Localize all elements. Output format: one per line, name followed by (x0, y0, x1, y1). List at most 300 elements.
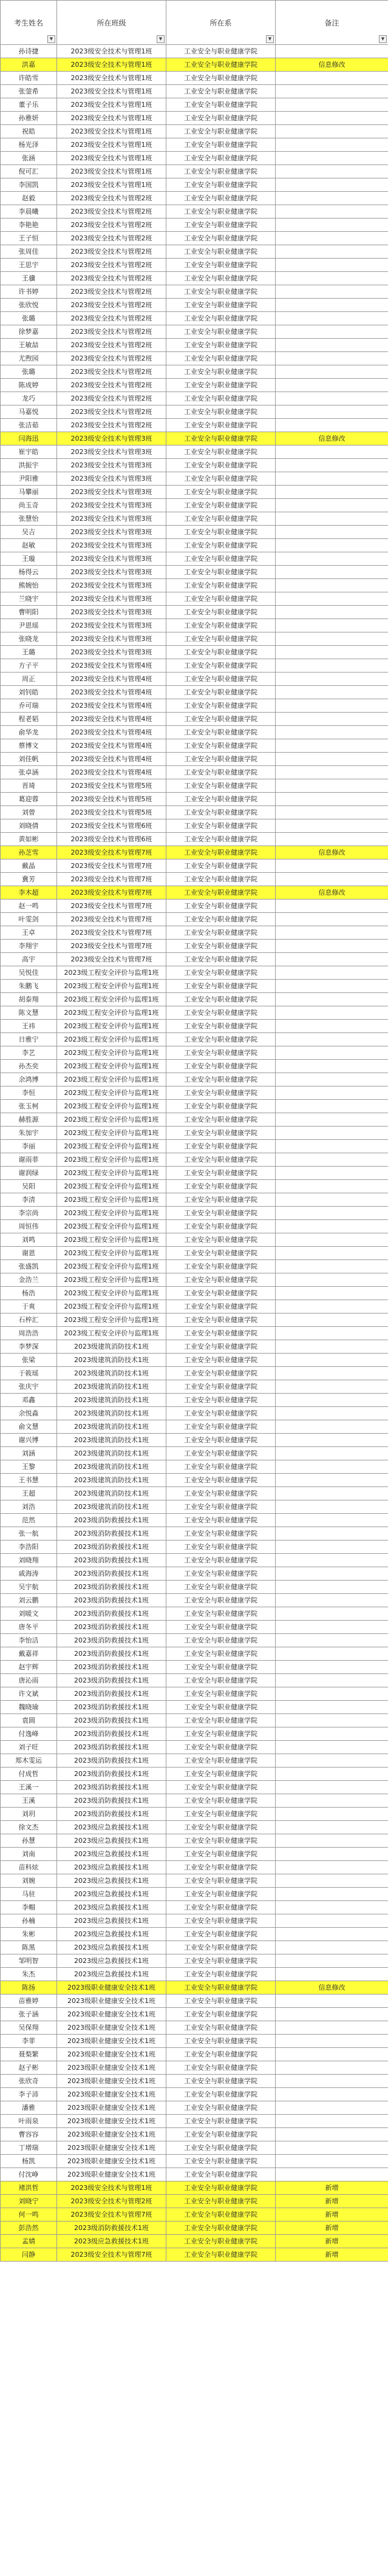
class-cell[interactable]: 2023级安全技术与管理4班 (57, 713, 166, 726)
remark-cell[interactable] (276, 2021, 388, 2035)
remark-cell[interactable] (276, 1821, 388, 1834)
class-cell[interactable]: 2023级工程安全评价与监理1班 (57, 1073, 166, 1086)
remark-cell[interactable] (276, 1046, 388, 1060)
class-cell[interactable]: 2023级安全技术与管理5班 (57, 806, 166, 819)
student-name-cell[interactable]: 兰晓宇 (1, 592, 57, 606)
remark-cell[interactable] (276, 2168, 388, 2181)
student-name-cell[interactable]: 蔡博文 (1, 739, 57, 753)
student-name-cell[interactable]: 冀芳 (1, 873, 57, 886)
class-cell[interactable]: 2023级消防救援技术1班 (57, 1781, 166, 1794)
class-cell[interactable]: 2023级安全技术与管理2班 (57, 272, 166, 285)
student-name-cell[interactable]: 张庆宇 (1, 1380, 57, 1394)
class-cell[interactable]: 2023级安全技术与管理3班 (57, 472, 166, 486)
student-name-cell[interactable]: 陈扬 (1, 1981, 57, 1995)
student-name-cell[interactable]: 刘婉 (1, 1874, 57, 1888)
student-name-cell[interactable]: 谢兴博 (1, 1434, 57, 1447)
class-cell[interactable]: 2023级职业健康安全技术1班 (57, 2141, 166, 2155)
department-cell[interactable]: 工业安全与职业健康学院 (166, 779, 276, 793)
class-cell[interactable]: 2023级工程安全评价与监理1班 (57, 1033, 166, 1046)
class-cell[interactable]: 2023级工程安全评价与监理1班 (57, 1153, 166, 1167)
department-cell[interactable]: 工业安全与职业健康学院 (166, 1434, 276, 1447)
department-cell[interactable]: 工业安全与职业健康学院 (166, 1607, 276, 1621)
department-cell[interactable]: 工业安全与职业健康学院 (166, 552, 276, 566)
class-cell[interactable]: 2023级安全技术与管理2班 (57, 232, 166, 245)
class-cell[interactable]: 2023级建筑消防技术1班 (57, 1394, 166, 1407)
department-cell[interactable]: 工业安全与职业健康学院 (166, 432, 276, 446)
remark-cell[interactable] (276, 152, 388, 165)
class-cell[interactable]: 2023级工程安全评价与监理1班 (57, 1313, 166, 1327)
remark-cell[interactable] (276, 285, 388, 299)
department-cell[interactable]: 工业安全与职业健康学院 (166, 673, 276, 686)
department-cell[interactable]: 工业安全与职业健康学院 (166, 1901, 276, 1914)
student-name-cell[interactable]: 王璇 (1, 552, 57, 566)
remark-cell[interactable] (276, 138, 388, 152)
department-cell[interactable]: 工业安全与职业健康学院 (166, 592, 276, 606)
class-cell[interactable]: 2023级安全技术与管理2班 (57, 365, 166, 379)
department-cell[interactable]: 工业安全与职业健康学院 (166, 85, 276, 98)
class-cell[interactable]: 2023级建筑消防技术1班 (57, 1487, 166, 1500)
class-cell[interactable]: 2023级工程安全评价与监理1班 (57, 1020, 166, 1033)
student-name-cell[interactable]: 郑木雯运 (1, 1754, 57, 1768)
student-name-cell[interactable]: 谢润绿 (1, 1167, 57, 1180)
remark-cell[interactable] (276, 1247, 388, 1260)
student-name-cell[interactable]: 龙巧 (1, 392, 57, 405)
student-name-cell[interactable]: 唐冬平 (1, 1621, 57, 1634)
student-name-cell[interactable]: 李艺 (1, 1046, 57, 1060)
class-cell[interactable]: 2023级消防救援技术1班 (57, 1621, 166, 1634)
remark-cell[interactable] (276, 2115, 388, 2128)
remark-cell[interactable] (276, 940, 388, 953)
department-cell[interactable]: 工业安全与职业健康学院 (166, 1140, 276, 1153)
class-cell[interactable]: 2023级安全技术与管理7班 (57, 953, 166, 966)
remark-cell[interactable]: 新增 (276, 2248, 388, 2262)
department-cell[interactable]: 工业安全与职业健康学院 (166, 1874, 276, 1888)
remark-cell[interactable] (276, 606, 388, 619)
department-cell[interactable]: 工业安全与职业健康学院 (166, 499, 276, 512)
student-name-cell[interactable]: 孙雅妍 (1, 112, 57, 125)
department-cell[interactable]: 工业安全与职业健康学院 (166, 1247, 276, 1260)
remark-cell[interactable] (276, 806, 388, 819)
student-name-cell[interactable]: 俞华龙 (1, 726, 57, 739)
remark-cell[interactable] (276, 552, 388, 566)
student-name-cell[interactable]: 刘晓翔 (1, 1554, 57, 1567)
remark-cell[interactable] (276, 1794, 388, 1808)
class-cell[interactable]: 2023级应急救援技术1班 (57, 1888, 166, 1901)
remark-cell[interactable] (276, 1460, 388, 1474)
class-cell[interactable]: 2023级安全技术与管理4班 (57, 726, 166, 739)
remark-cell[interactable] (276, 459, 388, 472)
remark-cell[interactable]: 新增 (276, 2222, 388, 2235)
remark-cell[interactable] (276, 726, 388, 739)
remark-cell[interactable] (276, 1594, 388, 1607)
remark-cell[interactable] (276, 966, 388, 980)
student-name-cell[interactable]: 戴晶 (1, 859, 57, 873)
department-cell[interactable]: 工业安全与职业健康学院 (166, 1033, 276, 1046)
remark-cell[interactable]: 新增 (276, 2235, 388, 2248)
class-cell[interactable]: 2023级工程安全评价与监理1班 (57, 1207, 166, 1220)
student-name-cell[interactable]: 刘晓宁 (1, 2195, 57, 2208)
student-name-cell[interactable]: 张周佳 (1, 245, 57, 259)
department-cell[interactable]: 工业安全与职业健康学院 (166, 699, 276, 713)
remark-cell[interactable] (276, 1233, 388, 1247)
class-cell[interactable]: 2023级安全技术与管理2班 (57, 2195, 166, 2208)
student-name-cell[interactable]: 余鸿博 (1, 1073, 57, 1086)
class-cell[interactable]: 2023级建筑消防技术1班 (57, 1407, 166, 1420)
class-cell[interactable]: 2023级消防救援技术1班 (57, 1687, 166, 1701)
department-cell[interactable]: 工业安全与职业健康学院 (166, 1634, 276, 1647)
department-cell[interactable]: 工业安全与职业健康学院 (166, 1006, 276, 1020)
remark-cell[interactable] (276, 2101, 388, 2115)
remark-cell[interactable] (276, 1354, 388, 1367)
student-name-cell[interactable]: 李宗尚 (1, 1207, 57, 1220)
student-name-cell[interactable]: 王溪 (1, 1794, 57, 1808)
department-cell[interactable]: 工业安全与职业健康学院 (166, 2075, 276, 2088)
department-cell[interactable]: 工业安全与职业健康学院 (166, 165, 276, 178)
remark-cell[interactable]: 新增 (276, 2195, 388, 2208)
remark-cell[interactable] (276, 753, 388, 766)
student-name-cell[interactable]: 王璐 (1, 646, 57, 659)
class-cell[interactable]: 2023级工程安全评价与监理1班 (57, 980, 166, 993)
remark-cell[interactable] (276, 859, 388, 873)
student-name-cell[interactable]: 李清 (1, 1193, 57, 1207)
dropdown-filter-icon[interactable]: ▼ (47, 35, 55, 43)
class-cell[interactable]: 2023级职业健康安全技术1班 (57, 1995, 166, 2008)
remark-cell[interactable] (276, 1434, 388, 1447)
remark-cell[interactable] (276, 1127, 388, 1140)
department-cell[interactable]: 工业安全与职业健康学院 (166, 1661, 276, 1674)
department-cell[interactable]: 工业安全与职业健康学院 (166, 352, 276, 365)
class-cell[interactable]: 2023级职业健康安全技术1班 (57, 2061, 166, 2075)
department-cell[interactable]: 工业安全与职业健康学院 (166, 2168, 276, 2181)
remark-cell[interactable] (276, 1180, 388, 1193)
student-name-cell[interactable]: 尹阳雅 (1, 472, 57, 486)
remark-cell[interactable] (276, 72, 388, 85)
student-name-cell[interactable]: 刘暖文 (1, 1607, 57, 1621)
class-cell[interactable]: 2023级安全技术与管理3班 (57, 566, 166, 579)
remark-cell[interactable] (276, 2155, 388, 2168)
class-cell[interactable]: 2023级安全技术与管理1班 (57, 58, 166, 72)
class-cell[interactable]: 2023级安全技术与管理5班 (57, 793, 166, 806)
remark-cell[interactable] (276, 1874, 388, 1888)
remark-cell[interactable] (276, 245, 388, 259)
class-cell[interactable]: 2023级安全技术与管理7班 (57, 926, 166, 940)
department-cell[interactable]: 工业安全与职业健康学院 (166, 1527, 276, 1541)
remark-cell[interactable] (276, 1527, 388, 1541)
student-name-cell[interactable]: 黄如彬 (1, 833, 57, 846)
department-cell[interactable]: 工业安全与职业健康学院 (166, 1073, 276, 1086)
department-cell[interactable]: 工业安全与职业健康学院 (166, 1233, 276, 1247)
student-name-cell[interactable]: 赵一鸣 (1, 900, 57, 913)
remark-cell[interactable] (276, 2048, 388, 2061)
department-cell[interactable]: 工业安全与职业健康学院 (166, 753, 276, 766)
remark-cell[interactable] (276, 1714, 388, 1727)
class-cell[interactable]: 2023级安全技术与管理2班 (57, 205, 166, 219)
remark-cell[interactable] (276, 873, 388, 886)
class-cell[interactable]: 2023级职业健康安全技术1班 (57, 2168, 166, 2181)
student-name-cell[interactable]: 刘曾 (1, 806, 57, 819)
department-cell[interactable]: 工业安全与职业健康学院 (166, 472, 276, 486)
remark-cell[interactable] (276, 1808, 388, 1821)
department-cell[interactable]: 工业安全与职业健康学院 (166, 205, 276, 219)
class-cell[interactable]: 2023级职业健康安全技术1班 (57, 2101, 166, 2115)
remark-cell[interactable] (276, 1287, 388, 1300)
remark-cell[interactable] (276, 365, 388, 379)
department-cell[interactable]: 工业安全与职业健康学院 (166, 2141, 276, 2155)
class-cell[interactable]: 2023级安全技术与管理7班 (57, 886, 166, 900)
class-cell[interactable]: 2023级安全技术与管理4班 (57, 699, 166, 713)
remark-cell[interactable] (276, 1113, 388, 1127)
class-cell[interactable]: 2023级工程安全评价与监理1班 (57, 1193, 166, 1207)
remark-cell[interactable] (276, 659, 388, 673)
class-cell[interactable]: 2023级安全技术与管理7班 (57, 940, 166, 953)
student-name-cell[interactable]: 李子沛 (1, 2088, 57, 2101)
student-name-cell[interactable]: 尤煦园 (1, 352, 57, 365)
remark-cell[interactable] (276, 2128, 388, 2141)
student-name-cell[interactable]: 李怡洁 (1, 1634, 57, 1647)
remark-cell[interactable] (276, 272, 388, 285)
class-cell[interactable]: 2023级消防救援技术1班 (57, 1714, 166, 1727)
student-name-cell[interactable]: 王卓 (1, 926, 57, 940)
department-cell[interactable]: 工业安全与职业健康学院 (166, 1086, 276, 1100)
class-cell[interactable]: 2023级应急救援技术1班 (57, 1848, 166, 1861)
class-cell[interactable]: 2023级安全技术与管理4班 (57, 753, 166, 766)
remark-cell[interactable] (276, 2008, 388, 2021)
remark-cell[interactable] (276, 219, 388, 232)
class-cell[interactable]: 2023级安全技术与管理3班 (57, 486, 166, 499)
remark-cell[interactable] (276, 1861, 388, 1874)
class-cell[interactable]: 2023级工程安全评价与监理1班 (57, 1006, 166, 1020)
department-cell[interactable]: 工业安全与职业健康学院 (166, 98, 276, 112)
remark-cell[interactable] (276, 1020, 388, 1033)
student-name-cell[interactable]: 李晨曦 (1, 205, 57, 219)
department-cell[interactable]: 工业安全与职业健康学院 (166, 1567, 276, 1581)
student-name-cell[interactable]: 周恒伟 (1, 1220, 57, 1233)
class-cell[interactable]: 2023级工程安全评价与监理1班 (57, 1060, 166, 1073)
department-cell[interactable]: 工业安全与职业健康学院 (166, 1768, 276, 1781)
class-cell[interactable]: 2023级安全技术与管理3班 (57, 446, 166, 459)
department-cell[interactable]: 工业安全与职业健康学院 (166, 392, 276, 405)
student-name-cell[interactable]: 张璐 (1, 365, 57, 379)
student-name-cell[interactable]: 孙杰奕 (1, 1060, 57, 1073)
class-cell[interactable]: 2023级安全技术与管理1班 (57, 165, 166, 178)
remark-cell[interactable] (276, 165, 388, 178)
student-name-cell[interactable]: 金浩兰 (1, 1273, 57, 1287)
remark-cell[interactable] (276, 2035, 388, 2048)
remark-cell[interactable]: 信息修改 (276, 846, 388, 859)
class-cell[interactable]: 2023级安全技术与管理2班 (57, 259, 166, 272)
remark-cell[interactable] (276, 112, 388, 125)
remark-cell[interactable] (276, 339, 388, 352)
remark-cell[interactable] (276, 1754, 388, 1768)
student-name-cell[interactable]: 张欣悦 (1, 299, 57, 312)
class-cell[interactable]: 2023级消防救援技术1班 (57, 1634, 166, 1647)
class-cell[interactable]: 2023级安全技术与管理1班 (57, 125, 166, 138)
student-name-cell[interactable]: 尹恩瑶 (1, 619, 57, 632)
remark-cell[interactable] (276, 1848, 388, 1861)
department-cell[interactable]: 工业安全与职业健康学院 (166, 1180, 276, 1193)
class-cell[interactable]: 2023级工程安全评价与监理1班 (57, 1300, 166, 1313)
student-name-cell[interactable]: 李帽 (1, 1901, 57, 1914)
class-cell[interactable]: 2023级消防救援技术1班 (57, 1594, 166, 1607)
department-cell[interactable]: 工业安全与职业健康学院 (166, 1260, 276, 1273)
remark-cell[interactable] (276, 686, 388, 699)
student-name-cell[interactable]: 赵毅 (1, 192, 57, 205)
class-cell[interactable]: 2023级职业健康安全技术1班 (57, 2048, 166, 2061)
student-name-cell[interactable]: 马嘉悦 (1, 405, 57, 419)
student-name-cell[interactable]: 范然 (1, 1514, 57, 1527)
student-name-cell[interactable]: 王超 (1, 1487, 57, 1500)
student-name-cell[interactable]: 徐梦嘉 (1, 325, 57, 339)
department-cell[interactable]: 工业安全与职业健康学院 (166, 833, 276, 846)
department-cell[interactable]: 工业安全与职业健康学院 (166, 1714, 276, 1727)
class-cell[interactable]: 2023级安全技术与管理1班 (57, 178, 166, 192)
remark-cell[interactable] (276, 45, 388, 58)
remark-cell[interactable] (276, 2061, 388, 2075)
remark-cell[interactable] (276, 1167, 388, 1180)
class-cell[interactable]: 2023级安全技术与管理2班 (57, 419, 166, 432)
department-cell[interactable]: 工业安全与职业健康学院 (166, 245, 276, 259)
class-cell[interactable]: 2023级建筑消防技术1班 (57, 1434, 166, 1447)
remark-cell[interactable] (276, 1420, 388, 1434)
student-name-cell[interactable]: 李艳艳 (1, 219, 57, 232)
remark-cell[interactable] (276, 1727, 388, 1741)
department-cell[interactable]: 工业安全与职业健康学院 (166, 2248, 276, 2262)
class-cell[interactable]: 2023级安全技术与管理2班 (57, 299, 166, 312)
student-name-cell[interactable]: 吴宇航 (1, 1581, 57, 1594)
department-cell[interactable]: 工业安全与职业健康学院 (166, 566, 276, 579)
student-name-cell[interactable]: 闫海迅 (1, 432, 57, 446)
student-name-cell[interactable]: 于爽 (1, 1300, 57, 1313)
class-cell[interactable]: 2023级应急救援技术1班 (57, 1821, 166, 1834)
remark-cell[interactable] (276, 1340, 388, 1354)
remark-cell[interactable] (276, 405, 388, 419)
remark-cell[interactable] (276, 1567, 388, 1581)
department-cell[interactable]: 工业安全与职业健康学院 (166, 2195, 276, 2208)
department-cell[interactable]: 工业安全与职业健康学院 (166, 1273, 276, 1287)
student-name-cell[interactable]: 吴保翔 (1, 2021, 57, 2035)
department-cell[interactable]: 工业安全与职业健康学院 (166, 1968, 276, 1981)
student-name-cell[interactable]: 于筱瑶 (1, 1367, 57, 1380)
remark-cell[interactable] (276, 632, 388, 646)
class-cell[interactable]: 2023级消防救援技术1班 (57, 1741, 166, 1754)
remark-cell[interactable] (276, 1140, 388, 1153)
student-name-cell[interactable]: 陈成婷 (1, 379, 57, 392)
remark-cell[interactable] (276, 539, 388, 552)
class-cell[interactable]: 2023级安全技术与管理4班 (57, 766, 166, 779)
remark-cell[interactable] (276, 178, 388, 192)
department-cell[interactable]: 工业安全与职业健康学院 (166, 1100, 276, 1113)
student-name-cell[interactable]: 付逸峰 (1, 1727, 57, 1741)
class-cell[interactable]: 2023级建筑消防技术1班 (57, 1460, 166, 1474)
class-cell[interactable]: 2023级消防救援技术1班 (57, 1581, 166, 1594)
department-cell[interactable]: 工业安全与职业健康学院 (166, 1474, 276, 1487)
remark-cell[interactable] (276, 352, 388, 365)
class-cell[interactable]: 2023级工程安全评价与监理1班 (57, 1167, 166, 1180)
department-cell[interactable]: 工业安全与职业健康学院 (166, 900, 276, 913)
class-cell[interactable]: 2023级工程安全评价与监理1班 (57, 1287, 166, 1300)
student-name-cell[interactable]: 丁增瑞 (1, 2141, 57, 2155)
department-cell[interactable]: 工业安全与职业健康学院 (166, 1848, 276, 1861)
student-name-cell[interactable]: 唐沁雨 (1, 1674, 57, 1687)
department-cell[interactable]: 工业安全与职业健康学院 (166, 259, 276, 272)
remark-cell[interactable] (276, 325, 388, 339)
department-cell[interactable]: 工业安全与职业健康学院 (166, 1834, 276, 1848)
class-cell[interactable]: 2023级工程安全评价与监理1班 (57, 1100, 166, 1113)
department-cell[interactable]: 工业安全与职业健康学院 (166, 138, 276, 152)
remark-cell[interactable] (276, 419, 388, 432)
student-name-cell[interactable]: 戚海涛 (1, 1567, 57, 1581)
remark-cell[interactable] (276, 1300, 388, 1313)
remark-cell[interactable] (276, 1634, 388, 1647)
student-name-cell[interactable]: 张欣奇 (1, 2075, 57, 2088)
class-cell[interactable]: 2023级消防救援技术1班 (57, 1527, 166, 1541)
class-cell[interactable]: 2023级安全技术与管理3班 (57, 592, 166, 606)
department-cell[interactable]: 工业安全与职业健康学院 (166, 980, 276, 993)
department-cell[interactable]: 工业安全与职业健康学院 (166, 125, 276, 138)
remark-cell[interactable] (276, 1327, 388, 1340)
student-name-cell[interactable]: 邹明智 (1, 1954, 57, 1968)
department-cell[interactable]: 工业安全与职业健康学院 (166, 1674, 276, 1687)
student-name-cell[interactable]: 余悦淼 (1, 1407, 57, 1420)
class-cell[interactable]: 2023级应急救援技术1班 (57, 1874, 166, 1888)
department-cell[interactable]: 工业安全与职业健康学院 (166, 1861, 276, 1874)
student-name-cell[interactable]: 日雅宁 (1, 1033, 57, 1046)
student-name-cell[interactable]: 孙诗捷 (1, 45, 57, 58)
department-cell[interactable]: 工业安全与职业健康学院 (166, 1420, 276, 1434)
class-cell[interactable]: 2023级工程安全评价与监理1班 (57, 1273, 166, 1287)
remark-cell[interactable]: 新增 (276, 2208, 388, 2222)
department-cell[interactable]: 工业安全与职业健康学院 (166, 2101, 276, 2115)
remark-cell[interactable] (276, 98, 388, 112)
department-cell[interactable]: 工业安全与职业健康学院 (166, 1621, 276, 1634)
remark-cell[interactable] (276, 1086, 388, 1100)
class-cell[interactable]: 2023级消防救援技术1班 (57, 1607, 166, 1621)
student-name-cell[interactable]: 刘佳帆 (1, 753, 57, 766)
remark-cell[interactable] (276, 85, 388, 98)
student-name-cell[interactable]: 谢恩 (1, 1247, 57, 1260)
class-cell[interactable]: 2023级工程安全评价与监理1班 (57, 993, 166, 1006)
department-cell[interactable]: 工业安全与职业健康学院 (166, 873, 276, 886)
department-cell[interactable]: 工业安全与职业健康学院 (166, 285, 276, 299)
class-cell[interactable]: 2023级建筑消防技术1班 (57, 1447, 166, 1460)
department-cell[interactable]: 工业安全与职业健康学院 (166, 2061, 276, 2075)
remark-cell[interactable] (276, 472, 388, 486)
student-name-cell[interactable]: 张涵 (1, 152, 57, 165)
student-name-cell[interactable]: 叶雯剑 (1, 913, 57, 926)
dropdown-filter-icon[interactable]: ▼ (379, 35, 387, 43)
student-name-cell[interactable]: 张一航 (1, 1527, 57, 1541)
remark-cell[interactable] (276, 1006, 388, 1020)
student-name-cell[interactable]: 刘钊皓 (1, 686, 57, 699)
student-name-cell[interactable]: 陈黑 (1, 1941, 57, 1954)
department-cell[interactable]: 工业安全与职业健康学院 (166, 2235, 276, 2248)
class-cell[interactable]: 2023级应急救援技术1班 (57, 1861, 166, 1874)
class-cell[interactable]: 2023级消防救援技术1班 (57, 2222, 166, 2235)
remark-cell[interactable] (276, 673, 388, 686)
class-cell[interactable]: 2023级工程安全评价与监理1班 (57, 966, 166, 980)
student-name-cell[interactable]: 曹容容 (1, 2128, 57, 2141)
remark-cell[interactable] (276, 259, 388, 272)
department-cell[interactable]: 工业安全与职业健康学院 (166, 1060, 276, 1073)
department-cell[interactable]: 工业安全与职业健康学院 (166, 2021, 276, 2035)
department-cell[interactable]: 工业安全与职业健康学院 (166, 1914, 276, 1928)
student-name-cell[interactable]: 彭浩然 (1, 2222, 57, 2235)
department-cell[interactable]: 工业安全与职业健康学院 (166, 539, 276, 552)
class-cell[interactable]: 2023级职业健康安全技术1班 (57, 1981, 166, 1995)
student-name-cell[interactable]: 杨光泽 (1, 138, 57, 152)
student-name-cell[interactable]: 熊婉怡 (1, 579, 57, 592)
department-cell[interactable]: 工业安全与职业健康学院 (166, 2048, 276, 2061)
